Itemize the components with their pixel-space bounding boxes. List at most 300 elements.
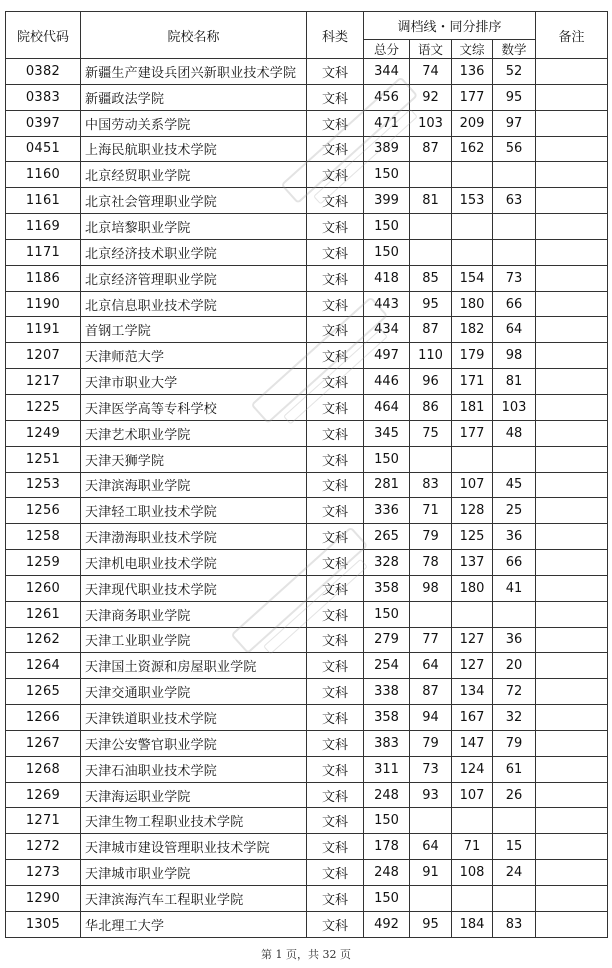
table-row (6, 136, 608, 162)
math-score-cell: 63 (493, 188, 536, 214)
table-row (6, 627, 608, 653)
total-score-cell: 150 (364, 239, 410, 265)
liberal-arts-score-cell (452, 601, 493, 627)
school-code-cell: 1256 (6, 498, 81, 524)
table-row (6, 446, 608, 472)
category-cell: 文科 (307, 291, 364, 317)
liberal-arts-score-cell: 108 (452, 860, 493, 886)
note-cell (536, 472, 608, 498)
school-name-cell: 北京培黎职业学院 (81, 214, 307, 240)
math-score-cell: 64 (493, 317, 536, 343)
chinese-score-cell: 110 (410, 343, 452, 369)
note-cell (536, 343, 608, 369)
table-row (6, 84, 608, 110)
table-row (6, 575, 608, 601)
liberal-arts-score-cell: 107 (452, 782, 493, 808)
category-cell: 文科 (307, 162, 364, 188)
total-score-cell: 399 (364, 188, 410, 214)
note-cell (536, 911, 608, 937)
table-row (6, 265, 608, 291)
header-math: 数学 (493, 40, 536, 59)
category-cell: 文科 (307, 188, 364, 214)
note-cell (536, 59, 608, 85)
school-code-cell: 1262 (6, 627, 81, 653)
school-code-cell: 1273 (6, 860, 81, 886)
school-name-cell: 天津轻工职业技术学院 (81, 498, 307, 524)
category-cell: 文科 (307, 679, 364, 705)
chinese-score-cell: 86 (410, 394, 452, 420)
liberal-arts-score-cell (452, 162, 493, 188)
liberal-arts-score-cell: 136 (452, 59, 493, 85)
category-cell: 文科 (307, 834, 364, 860)
school-code-cell: 1253 (6, 472, 81, 498)
total-score-cell: 150 (364, 162, 410, 188)
category-cell: 文科 (307, 705, 364, 731)
category-cell: 文科 (307, 420, 364, 446)
school-name-cell: 天津海运职业学院 (81, 782, 307, 808)
math-score-cell: 72 (493, 679, 536, 705)
category-cell: 文科 (307, 446, 364, 472)
table-row (6, 498, 608, 524)
chinese-score-cell: 87 (410, 136, 452, 162)
total-score-cell: 456 (364, 84, 410, 110)
school-code-cell: 1268 (6, 756, 81, 782)
school-name-cell: 天津现代职业技术学院 (81, 575, 307, 601)
liberal-arts-score-cell: 171 (452, 369, 493, 395)
school-code-cell: 1217 (6, 369, 81, 395)
admission-score-table (5, 11, 608, 938)
school-code-cell: 0397 (6, 110, 81, 136)
liberal-arts-score-cell: 137 (452, 550, 493, 576)
note-cell (536, 188, 608, 214)
total-score-cell: 150 (364, 601, 410, 627)
math-score-cell (493, 886, 536, 912)
school-code-cell: 1207 (6, 343, 81, 369)
math-score-cell: 25 (493, 498, 536, 524)
school-code-cell: 0382 (6, 59, 81, 85)
category-cell: 文科 (307, 214, 364, 240)
liberal-arts-score-cell: 128 (452, 498, 493, 524)
liberal-arts-score-cell: 167 (452, 705, 493, 731)
school-name-cell: 华北理工大学 (81, 911, 307, 937)
liberal-arts-score-cell (452, 808, 493, 834)
school-name-cell: 天津交通职业学院 (81, 679, 307, 705)
note-cell (536, 214, 608, 240)
total-score-cell: 446 (364, 369, 410, 395)
liberal-arts-score-cell: 127 (452, 653, 493, 679)
school-code-cell: 1249 (6, 420, 81, 446)
chinese-score-cell (410, 886, 452, 912)
math-score-cell: 66 (493, 550, 536, 576)
school-name-cell: 北京经济技术职业学院 (81, 239, 307, 265)
liberal-arts-score-cell: 71 (452, 834, 493, 860)
liberal-arts-score-cell: 127 (452, 627, 493, 653)
math-score-cell: 41 (493, 575, 536, 601)
math-score-cell: 45 (493, 472, 536, 498)
school-code-cell: 1186 (6, 265, 81, 291)
school-code-cell: 1305 (6, 911, 81, 937)
note-cell (536, 834, 608, 860)
category-cell: 文科 (307, 136, 364, 162)
school-code-cell: 0383 (6, 84, 81, 110)
table-row (6, 59, 608, 85)
note-cell (536, 524, 608, 550)
math-score-cell: 48 (493, 420, 536, 446)
note-cell (536, 162, 608, 188)
school-code-cell: 0451 (6, 136, 81, 162)
chinese-score-cell: 87 (410, 679, 452, 705)
header-score-group: 调档线・同分排序 (364, 12, 536, 40)
chinese-score-cell: 81 (410, 188, 452, 214)
note-cell (536, 498, 608, 524)
header-code: 院校代码 (6, 12, 81, 59)
table-row (6, 679, 608, 705)
note-cell (536, 369, 608, 395)
category-cell: 文科 (307, 627, 364, 653)
chinese-score-cell (410, 214, 452, 240)
note-cell (536, 756, 608, 782)
math-score-cell: 61 (493, 756, 536, 782)
table-row (6, 730, 608, 756)
total-score-cell: 338 (364, 679, 410, 705)
chinese-score-cell: 91 (410, 860, 452, 886)
category-cell: 文科 (307, 369, 364, 395)
table-row (6, 808, 608, 834)
math-score-cell: 81 (493, 369, 536, 395)
math-score-cell (493, 808, 536, 834)
category-cell: 文科 (307, 575, 364, 601)
category-cell: 文科 (307, 394, 364, 420)
total-score-cell: 150 (364, 446, 410, 472)
math-score-cell: 73 (493, 265, 536, 291)
math-score-cell: 32 (493, 705, 536, 731)
note-cell (536, 705, 608, 731)
school-code-cell: 1265 (6, 679, 81, 705)
table-row (6, 886, 608, 912)
note-cell (536, 317, 608, 343)
table-row (6, 911, 608, 937)
school-name-cell: 天津石油职业技术学院 (81, 756, 307, 782)
chinese-score-cell: 79 (410, 730, 452, 756)
math-score-cell: 36 (493, 627, 536, 653)
note-cell (536, 575, 608, 601)
note-cell (536, 653, 608, 679)
math-score-cell: 79 (493, 730, 536, 756)
total-score-cell: 492 (364, 911, 410, 937)
table-row (6, 705, 608, 731)
school-code-cell: 1290 (6, 886, 81, 912)
school-name-cell: 天津机电职业技术学院 (81, 550, 307, 576)
total-score-cell: 279 (364, 627, 410, 653)
note-cell (536, 110, 608, 136)
note-cell (536, 679, 608, 705)
liberal-arts-score-cell: 182 (452, 317, 493, 343)
school-code-cell: 1258 (6, 524, 81, 550)
liberal-arts-score-cell: 180 (452, 575, 493, 601)
school-name-cell: 天津滨海汽车工程职业学院 (81, 886, 307, 912)
math-score-cell: 26 (493, 782, 536, 808)
math-score-cell: 52 (493, 59, 536, 85)
total-score-cell: 248 (364, 782, 410, 808)
liberal-arts-score-cell: 134 (452, 679, 493, 705)
table-row (6, 653, 608, 679)
category-cell: 文科 (307, 472, 364, 498)
school-name-cell: 北京经济管理职业学院 (81, 265, 307, 291)
total-score-cell: 443 (364, 291, 410, 317)
table-row (6, 782, 608, 808)
chinese-score-cell (410, 601, 452, 627)
school-code-cell: 1191 (6, 317, 81, 343)
school-code-cell: 1269 (6, 782, 81, 808)
school-name-cell: 天津滨海职业学院 (81, 472, 307, 498)
table-row (6, 601, 608, 627)
liberal-arts-score-cell (452, 446, 493, 472)
category-cell: 文科 (307, 110, 364, 136)
table-header (6, 12, 608, 59)
category-cell: 文科 (307, 886, 364, 912)
school-code-cell: 1251 (6, 446, 81, 472)
table-row (6, 834, 608, 860)
category-cell: 文科 (307, 653, 364, 679)
table-row (6, 188, 608, 214)
total-score-cell: 311 (364, 756, 410, 782)
note-cell (536, 782, 608, 808)
liberal-arts-score-cell (452, 214, 493, 240)
category-cell: 文科 (307, 808, 364, 834)
table-row (6, 550, 608, 576)
table-row (6, 291, 608, 317)
table-row (6, 110, 608, 136)
school-name-cell: 天津公安警官职业学院 (81, 730, 307, 756)
note-cell (536, 627, 608, 653)
total-score-cell: 464 (364, 394, 410, 420)
note-cell (536, 84, 608, 110)
category-cell: 文科 (307, 343, 364, 369)
note-cell (536, 446, 608, 472)
chinese-score-cell: 78 (410, 550, 452, 576)
category-cell: 文科 (307, 911, 364, 937)
school-name-cell: 天津师范大学 (81, 343, 307, 369)
category-cell: 文科 (307, 317, 364, 343)
chinese-score-cell: 95 (410, 291, 452, 317)
liberal-arts-score-cell: 209 (452, 110, 493, 136)
chinese-score-cell: 83 (410, 472, 452, 498)
table-row (6, 369, 608, 395)
school-code-cell: 1259 (6, 550, 81, 576)
total-score-cell: 150 (364, 886, 410, 912)
liberal-arts-score-cell (452, 886, 493, 912)
header-note: 备注 (536, 12, 608, 59)
category-cell: 文科 (307, 498, 364, 524)
category-cell: 文科 (307, 601, 364, 627)
category-cell: 文科 (307, 550, 364, 576)
total-score-cell: 150 (364, 808, 410, 834)
category-cell: 文科 (307, 239, 364, 265)
math-score-cell: 24 (493, 860, 536, 886)
table-body (6, 59, 608, 938)
math-score-cell: 98 (493, 343, 536, 369)
category-cell: 文科 (307, 730, 364, 756)
chinese-score-cell: 96 (410, 369, 452, 395)
liberal-arts-score-cell: 125 (452, 524, 493, 550)
math-score-cell (493, 239, 536, 265)
school-name-cell: 天津城市职业学院 (81, 860, 307, 886)
school-name-cell: 天津市职业大学 (81, 369, 307, 395)
chinese-score-cell: 103 (410, 110, 452, 136)
school-name-cell: 天津艺术职业学院 (81, 420, 307, 446)
note-cell (536, 420, 608, 446)
chinese-score-cell: 98 (410, 575, 452, 601)
math-score-cell (493, 214, 536, 240)
category-cell: 文科 (307, 524, 364, 550)
liberal-arts-score-cell: 180 (452, 291, 493, 317)
table-row (6, 420, 608, 446)
table-row (6, 472, 608, 498)
table-row (6, 317, 608, 343)
school-code-cell: 1260 (6, 575, 81, 601)
school-name-cell: 天津工业职业学院 (81, 627, 307, 653)
table-row (6, 524, 608, 550)
header-total: 总分 (364, 40, 410, 59)
school-code-cell: 1225 (6, 394, 81, 420)
table-row (6, 214, 608, 240)
math-score-cell (493, 601, 536, 627)
chinese-score-cell: 95 (410, 911, 452, 937)
chinese-score-cell: 94 (410, 705, 452, 731)
total-score-cell: 150 (364, 214, 410, 240)
math-score-cell: 95 (493, 84, 536, 110)
math-score-cell: 36 (493, 524, 536, 550)
school-name-cell: 天津国土资源和房屋职业学院 (81, 653, 307, 679)
total-score-cell: 336 (364, 498, 410, 524)
total-score-cell: 248 (364, 860, 410, 886)
school-name-cell: 天津天狮学院 (81, 446, 307, 472)
chinese-score-cell: 87 (410, 317, 452, 343)
total-score-cell: 254 (364, 653, 410, 679)
table-row (6, 860, 608, 886)
liberal-arts-score-cell: 181 (452, 394, 493, 420)
school-code-cell: 1261 (6, 601, 81, 627)
math-score-cell: 20 (493, 653, 536, 679)
school-code-cell: 1160 (6, 162, 81, 188)
header-category: 科类 (307, 12, 364, 59)
table-row (6, 756, 608, 782)
total-score-cell: 471 (364, 110, 410, 136)
liberal-arts-score-cell: 147 (452, 730, 493, 756)
chinese-score-cell: 64 (410, 653, 452, 679)
note-cell (536, 394, 608, 420)
school-name-cell: 北京信息职业技术学院 (81, 291, 307, 317)
math-score-cell (493, 162, 536, 188)
school-name-cell: 天津城市建设管理职业技术学院 (81, 834, 307, 860)
chinese-score-cell: 64 (410, 834, 452, 860)
chinese-score-cell (410, 808, 452, 834)
school-name-cell: 北京社会管理职业学院 (81, 188, 307, 214)
note-cell (536, 265, 608, 291)
chinese-score-cell: 79 (410, 524, 452, 550)
school-name-cell: 天津渤海职业技术学院 (81, 524, 307, 550)
total-score-cell: 418 (364, 265, 410, 291)
school-name-cell: 上海民航职业技术学院 (81, 136, 307, 162)
school-name-cell: 中国劳动关系学院 (81, 110, 307, 136)
note-cell (536, 808, 608, 834)
note-cell (536, 886, 608, 912)
category-cell: 文科 (307, 756, 364, 782)
category-cell: 文科 (307, 782, 364, 808)
math-score-cell: 83 (493, 911, 536, 937)
chinese-score-cell: 85 (410, 265, 452, 291)
note-cell (536, 730, 608, 756)
note-cell (536, 860, 608, 886)
math-score-cell: 97 (493, 110, 536, 136)
total-score-cell: 265 (364, 524, 410, 550)
chinese-score-cell: 77 (410, 627, 452, 653)
school-name-cell: 天津铁道职业技术学院 (81, 705, 307, 731)
school-name-cell: 首钢工学院 (81, 317, 307, 343)
liberal-arts-score-cell: 179 (452, 343, 493, 369)
school-code-cell: 1266 (6, 705, 81, 731)
liberal-arts-score-cell: 124 (452, 756, 493, 782)
math-score-cell: 15 (493, 834, 536, 860)
total-score-cell: 383 (364, 730, 410, 756)
total-score-cell: 497 (364, 343, 410, 369)
liberal-arts-score-cell: 107 (452, 472, 493, 498)
category-cell: 文科 (307, 265, 364, 291)
school-code-cell: 1190 (6, 291, 81, 317)
chinese-score-cell: 75 (410, 420, 452, 446)
chinese-score-cell (410, 446, 452, 472)
liberal-arts-score-cell: 153 (452, 188, 493, 214)
note-cell (536, 550, 608, 576)
note-cell (536, 291, 608, 317)
note-cell (536, 239, 608, 265)
note-cell (536, 136, 608, 162)
liberal-arts-score-cell (452, 239, 493, 265)
school-name-cell: 天津医学高等专科学校 (81, 394, 307, 420)
math-score-cell: 56 (493, 136, 536, 162)
liberal-arts-score-cell: 177 (452, 84, 493, 110)
school-code-cell: 1169 (6, 214, 81, 240)
school-name-cell: 新疆政法学院 (81, 84, 307, 110)
chinese-score-cell: 93 (410, 782, 452, 808)
chinese-score-cell: 74 (410, 59, 452, 85)
school-code-cell: 1272 (6, 834, 81, 860)
table-row (6, 162, 608, 188)
liberal-arts-score-cell: 184 (452, 911, 493, 937)
school-name-cell: 天津商务职业学院 (81, 601, 307, 627)
chinese-score-cell (410, 162, 452, 188)
school-code-cell: 1264 (6, 653, 81, 679)
math-score-cell (493, 446, 536, 472)
school-name-cell: 新疆生产建设兵团兴新职业技术学院 (81, 59, 307, 85)
table-row (6, 394, 608, 420)
school-code-cell: 1171 (6, 239, 81, 265)
category-cell: 文科 (307, 59, 364, 85)
total-score-cell: 178 (364, 834, 410, 860)
total-score-cell: 434 (364, 317, 410, 343)
chinese-score-cell: 71 (410, 498, 452, 524)
header-name: 院校名称 (81, 12, 307, 59)
math-score-cell: 103 (493, 394, 536, 420)
header-chinese: 语文 (410, 40, 452, 59)
total-score-cell: 345 (364, 420, 410, 446)
note-cell (536, 601, 608, 627)
math-score-cell: 66 (493, 291, 536, 317)
total-score-cell: 389 (364, 136, 410, 162)
category-cell: 文科 (307, 860, 364, 886)
category-cell: 文科 (307, 84, 364, 110)
table-row (6, 343, 608, 369)
